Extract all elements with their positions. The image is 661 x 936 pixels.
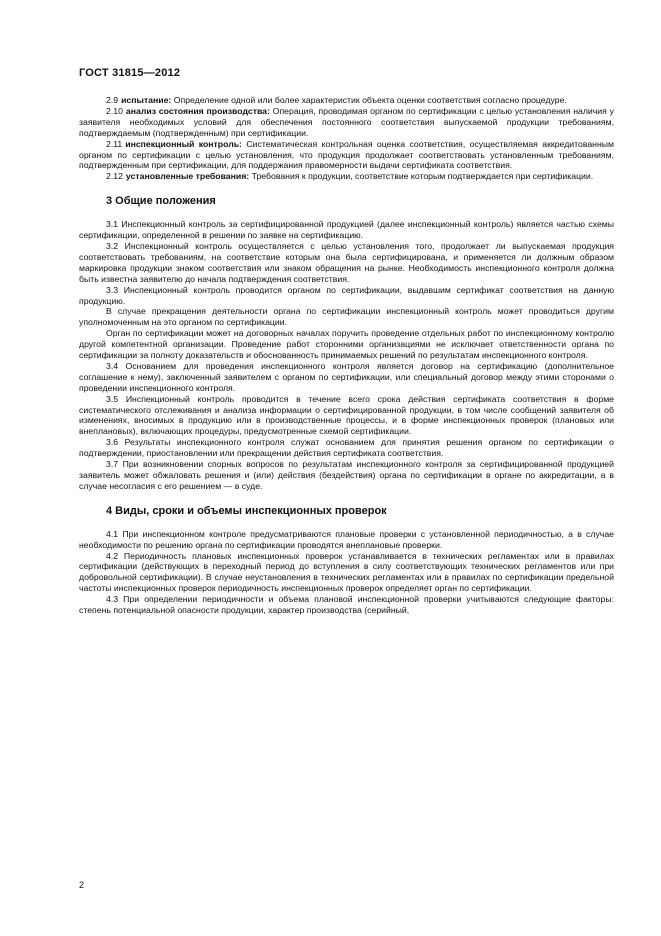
definition-text: Требования к продукции, соответствие которым подтверждается при сертификации. bbox=[251, 171, 594, 182]
paragraph-3-2: 3.2 Инспекционный контроль осуществляется с целью установления того, продолжает ли выпускаемая продукция соответствовать требованиям, на соответствие которым она была сертифицирована, и применяется ли должным образом маркировка продукции знаком соответствия или знаком обращения на рынке. Необходимость инспекционного контроля должна быть известна заявителю до начала подтверждения соответствия. bbox=[79, 240, 614, 284]
definition-text: Определение одной или более характеристик объекта оценки соответствия согласно процедуре. bbox=[173, 95, 567, 105]
definition-text: Операция, проводимая органом по сертификации с целью установления наличия у заявителя необходимых условий для обеспечения постоянного соответствия выпускаемой продукции требованиям, подтверждаемым (подтвержденным) при сертификации. bbox=[79, 105, 615, 138]
paragraph-3-3-b: В случае прекращения деятельности органа по сертификации инспекционный контроль может проводиться другим уполномоченным на это органом по сертификации. bbox=[79, 306, 614, 328]
paragraph-4-1: 4.1 При инспекционном контроле предусматриваются плановые проверки с установленной периодичностью, а в случае необходимости по решению органа по сертификации проводятся внеплановые проверки. bbox=[79, 528, 614, 550]
paragraph-3-1: 3.1 Инспекционный контроль за сертифицированной продукцией (далее инспекционный контроль) является частью схемы сертификации, определенной в решении по заявке на сертификацию. bbox=[79, 219, 614, 241]
paragraph-4-2: 4.2 Периодичность плановых инспекционных проверок устанавливается в технических регламентах или в правилах сертификации (действующих в переходный период до вступления в силу соответствующих технических регламентов или при добровольной сертификации). В случае неустановления в технических регламентах или в правилах по сертификации предельной частоты инспекционных проверок периодичность инспекционных проверок определяет орган по сертификации. bbox=[79, 550, 614, 594]
clause-number: 2.10 bbox=[106, 105, 123, 116]
paragraph-3-3-c: Орган по сертификации может на договорных началах поручить проведение отдельных работ по инспекционному контролю другой компетентной организации. Проведение работ сторонними организациями не исключает ответственности органа по сертификации за полноту доказательств и обоснованность принимаемых решений по результатам инспекционного контроля. bbox=[79, 328, 614, 361]
paragraph-4-3: 4.3 При определении периодичности и объема плановой инспекционной проверки учитываются следующие факторы: степень потенциальной опасности продукции, характер производства (серийный, bbox=[79, 594, 614, 616]
paragraph-3-3: 3.3 Инспекционный контроль проводится органом по сертификации, выдавшим сертификат соответствия на данную продукцию. bbox=[79, 284, 614, 306]
definition-2-11 bbox=[79, 139, 614, 172]
paragraph-3-4: 3.4 Основанием для проведения инспекционного контроля является договор на сертификацию (дополнительное соглашение к нему), заключенный заявителем с органом по сертификации, или специальный договор между этими сторонами о проведении инспекционного контроля. bbox=[79, 360, 614, 393]
term: анализ состояния производства: bbox=[125, 105, 270, 116]
definition-2-12 bbox=[79, 171, 614, 182]
term: установленные требования: bbox=[125, 171, 250, 182]
section-3-title: 3 Общие положения bbox=[106, 195, 216, 208]
document-header: ГОСТ 31815—2012 bbox=[79, 67, 181, 79]
paragraph-3-5: 3.5 Инспекционный контроль проводится в течение всего срока действия сертификата соответствия в форме систематического отслеживания и анализа информации о сертифицированной продукции, в том числе сообщений заявителя об изменениях, вносимых в продукцию или в производственные процессы, и в форме инспекционных проверок (плановых или внеплановых), включающих процедуры, предусмотренные схемой сертификации. bbox=[79, 393, 614, 437]
definition-text: Систематическая контрольная оценка соответствия, осуществляемая аккредитованным органом по сертификации с целью установления, что продукция продолжает соответствовать установленным требованиям, подтвержденным при сертификации, для поддержания правомерности выдачи сертификата соответствия. bbox=[79, 138, 614, 171]
page-number: 2 bbox=[79, 880, 85, 890]
clause-number: 2.12 bbox=[106, 171, 123, 182]
section-4-title: 4 Виды, сроки и объемы инспекционных проверок bbox=[106, 504, 387, 517]
definition-2-9 bbox=[79, 95, 614, 106]
paragraph-3-7: 3.7 При возникновении спорных вопросов по результатам инспекционного контроля за сертифицированной продукцией заявитель может обжаловать решения и (или) действия (бездействия) органа по сертификации в органе по аккредитации, а в случае несогласия с его решением — в суде. bbox=[79, 459, 614, 491]
term: испытание: bbox=[121, 95, 172, 105]
definition-2-10 bbox=[79, 106, 614, 139]
page-content bbox=[79, 95, 614, 616]
clause-number: 2.11 bbox=[106, 138, 123, 149]
paragraph-3-6: 3.6 Результаты инспекционного контроля служат основанием для принятия решения органом по сертификации о подтверждении, приостановлении или прекращении действия сертификата соответствия. bbox=[79, 437, 614, 459]
term: инспекционный контроль: bbox=[125, 138, 242, 149]
clause-number: 2.9 bbox=[106, 95, 119, 105]
